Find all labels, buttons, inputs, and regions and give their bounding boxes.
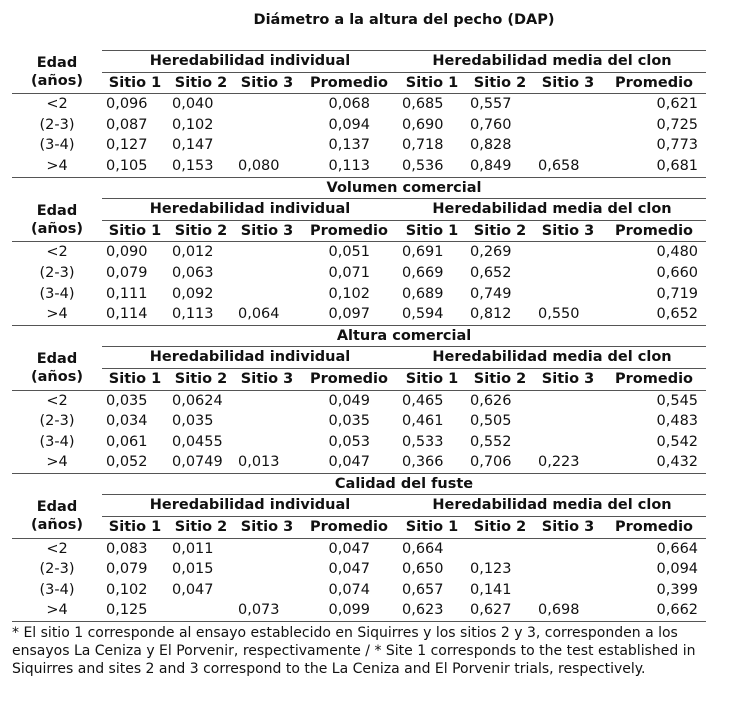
column-header: Sitio 3 [240,74,294,91]
value-cell: 0,079 [106,561,148,578]
value-cell: 0,013 [238,454,280,471]
value-cell: 0,698 [534,600,602,621]
group-individual: Heredabilidad individual [102,347,398,369]
table-row [12,115,706,136]
heritability-table [12,8,706,622]
value-cell: 0,621 [602,94,706,115]
age-cell: >4 [46,157,68,174]
value-cell: 0,760 [470,116,512,133]
value-cell: 0,047 [328,561,370,578]
value-cell: 0,626 [466,390,534,411]
age-cell: >4 [46,306,68,323]
anos-label: (años) [31,369,83,386]
value-cell: 0,627 [466,600,534,621]
column-header: Sitio 2 [174,222,228,239]
value-cell: 0,015 [172,561,214,578]
value-cell: 0,749 [470,285,512,302]
value-cell: 0,111 [106,285,148,302]
subheader-row [12,517,706,539]
column-header: Sitio 1 [405,370,459,387]
value-cell: 0,127 [106,137,148,154]
group-header-row [12,199,706,221]
table-row [12,390,706,411]
value-cell: 0,102 [328,285,370,302]
value-cell: 0,092 [172,285,214,302]
value-cell: 0,049 [300,390,398,411]
group-individual: Heredabilidad individual [102,51,398,73]
value-cell [234,580,300,601]
table-row [12,559,706,580]
table-row [12,242,706,263]
value-cell: 0,096 [102,94,168,115]
value-cell: 0,706 [470,454,512,471]
value-cell: 0,658 [538,157,580,174]
column-header: Sitio 3 [541,519,595,536]
column-header: Sitio 1 [108,370,162,387]
value-cell: 0,461 [402,413,444,430]
edad-label: Edad [36,351,78,368]
value-cell: 0,480 [602,242,706,263]
column-header: Promedio [310,222,388,239]
column-header: Sitio 2 [473,370,527,387]
edad-label: Edad [36,203,78,219]
section-title-row [12,325,706,347]
value-cell: 0,623 [398,600,466,621]
column-header: Sitio 3 [541,74,595,91]
age-cell: <2 [12,538,102,559]
section-title-row [12,8,706,32]
age-cell: (2-3) [39,116,75,133]
value-cell [534,390,602,411]
value-cell: 0,035 [172,413,214,430]
value-cell: 0,685 [398,94,466,115]
value-cell: 0,483 [656,413,699,430]
column-header: Sitio 3 [541,222,595,239]
value-cell: 0,053 [328,433,370,450]
value-cell [534,559,602,580]
value-cell [534,284,602,305]
value-cell [234,263,300,284]
column-header: Sitio 1 [405,222,459,239]
value-cell: 0,137 [328,137,370,154]
age-cell: (2-3) [39,561,75,578]
value-cell: 0,047 [328,454,370,471]
value-cell: 0,465 [398,390,466,411]
value-cell: 0,063 [172,264,214,281]
value-cell: 0,269 [466,242,534,263]
value-cell [534,411,602,432]
table-row [12,135,706,156]
subheader-row [12,220,706,242]
value-cell: 0,147 [172,137,214,154]
table-row [12,304,706,325]
value-cell: 0,090 [102,242,168,263]
column-header: Promedio [615,370,694,387]
column-header: Sitio 1 [108,519,162,536]
table-row [12,538,706,559]
column-header: Sitio 1 [108,222,162,239]
value-cell: 0,141 [470,581,512,598]
section-title-row [12,473,706,495]
value-cell: 0,550 [538,306,580,323]
column-header: Sitio 1 [405,519,459,536]
table-row [12,452,706,473]
value-cell: 0,669 [402,264,444,281]
value-cell: 0,113 [172,306,214,323]
value-cell [234,538,300,559]
value-cell [234,94,300,115]
value-cell: 0,657 [402,581,444,598]
subheader-row [12,72,706,94]
edad-header [12,347,102,390]
value-cell [234,432,300,453]
value-cell: 0,153 [172,157,214,174]
value-cell: 0,114 [106,306,148,323]
age-cell: <2 [12,390,102,411]
value-cell: 0,828 [470,137,512,154]
value-cell: 0,099 [300,600,398,621]
subheader-row [12,368,706,390]
group-individual: Heredabilidad individual [102,495,398,517]
value-cell [234,284,300,305]
column-header: Sitio 1 [108,74,162,91]
value-cell: 0,035 [102,390,168,411]
age-cell: >4 [46,454,68,471]
column-header: Sitio 2 [473,222,527,239]
table-row [12,94,706,115]
value-cell: 0,083 [102,538,168,559]
edad-header [12,199,102,242]
value-cell [234,135,300,156]
group-clon: Heredabilidad media del clon [398,347,706,369]
column-header: Sitio 3 [240,370,294,387]
value-cell: 0,102 [106,581,148,598]
value-cell: 0,087 [106,116,148,133]
age-cell: (3-4) [39,581,75,598]
value-cell: 0,536 [402,157,444,174]
spacer-row [12,32,706,51]
value-cell: 0,040 [168,94,234,115]
value-cell: 0,725 [656,116,699,133]
column-header: Sitio 2 [473,74,527,91]
value-cell [234,390,300,411]
value-cell: 0,664 [602,538,706,559]
value-cell: 0,094 [328,116,370,133]
value-cell [234,411,300,432]
value-cell [534,135,602,156]
value-cell: 0,0624 [168,390,234,411]
value-cell: 0,0455 [172,433,223,450]
value-cell: 0,719 [656,285,699,302]
column-header: Promedio [615,74,694,91]
value-cell: 0,399 [656,581,699,598]
age-cell: >4 [12,600,102,621]
value-cell [534,432,602,453]
value-cell: 0,113 [328,157,370,174]
age-cell: (2-3) [39,264,75,281]
age-cell: <2 [12,242,102,263]
value-cell [534,242,602,263]
value-cell: 0,533 [402,433,444,450]
group-header-row [12,347,706,369]
column-header: Sitio 1 [405,74,459,91]
value-cell: 0,047 [172,581,214,598]
section-title-row [12,177,706,199]
table-row [12,284,706,305]
value-cell: 0,011 [168,538,234,559]
value-cell: 0,052 [106,454,148,471]
anos-label: (años) [31,517,83,534]
table-row [12,411,706,432]
value-cell: 0,097 [328,306,370,323]
value-cell: 0,691 [398,242,466,263]
column-header: Promedio [310,519,388,536]
table-row [12,600,706,621]
value-cell: 0,594 [402,306,444,323]
value-cell: 0,849 [470,157,512,174]
value-cell: 0,542 [656,433,699,450]
value-cell: 0,068 [300,94,398,115]
value-cell: 0,652 [656,306,699,323]
edad-label: Edad [36,54,78,71]
value-cell: 0,689 [402,285,444,302]
group-clon: Heredabilidad media del clon [398,495,706,517]
column-header: Sitio 3 [541,370,595,387]
column-header: Sitio 3 [240,519,294,536]
group-header-row [12,495,706,517]
value-cell: 0,079 [106,264,148,281]
value-cell: 0,012 [168,242,234,263]
value-cell [534,263,602,284]
value-cell: 0,105 [106,157,148,174]
value-cell [234,115,300,136]
value-cell: 0,064 [238,306,280,323]
section-title: Calidad del fuste [12,473,706,495]
value-cell: 0,125 [102,600,168,621]
column-header: Sitio 3 [240,222,294,239]
edad-header [12,51,102,94]
value-cell: 0,061 [106,433,148,450]
value-cell: 0,047 [300,538,398,559]
value-cell: 0,035 [328,413,370,430]
column-header: Promedio [615,222,694,239]
age-cell: <2 [12,94,102,115]
value-cell: 0,773 [656,137,699,154]
value-cell [168,600,234,621]
value-cell [534,580,602,601]
value-cell: 0,660 [656,264,699,281]
age-cell: (2-3) [39,413,75,430]
value-cell: 0,080 [238,157,280,174]
value-cell [534,115,602,136]
value-cell: 0,432 [656,454,699,471]
value-cell: 0,0749 [172,454,223,471]
column-header: Sitio 2 [174,74,228,91]
value-cell: 0,545 [602,390,706,411]
section-title: Altura comercial [12,325,706,347]
value-cell: 0,123 [470,561,512,578]
group-header-row [12,51,706,73]
table-row [12,580,706,601]
table-row [12,263,706,284]
value-cell: 0,681 [656,157,699,174]
value-cell: 0,505 [470,413,512,430]
value-cell: 0,102 [172,116,214,133]
value-cell: 0,223 [538,454,580,471]
value-cell: 0,034 [106,413,148,430]
value-cell: 0,094 [656,561,699,578]
value-cell [234,559,300,580]
value-cell: 0,073 [234,600,300,621]
anos-label: (años) [31,221,83,237]
value-cell: 0,690 [402,116,444,133]
value-cell [534,538,602,559]
section-title: Volumen comercial [12,177,706,199]
column-header: Promedio [310,370,388,387]
value-cell [534,94,602,115]
footnote: * El sitio 1 corresponde al ensayo establecido en Siquirres y los sitios 2 y 3, corresponden a los ensayos La Ceniza y El Porvenir, respectivamente / * Site 1 corresponds to the test established in Siquirres and sites 2 and 3 correspond to the La Ceniza and El Porvenir trials, respectively. [12,625,696,677]
value-cell: 0,812 [470,306,512,323]
column-header: Sitio 2 [174,519,228,536]
edad-label: Edad [36,499,78,516]
value-cell: 0,664 [398,538,466,559]
value-cell: 0,718 [402,137,444,154]
value-cell: 0,051 [300,242,398,263]
value-cell: 0,662 [602,600,706,621]
anos-label: (años) [31,72,83,89]
group-individual: Heredabilidad individual [102,199,398,221]
value-cell: 0,071 [328,264,370,281]
column-header: Promedio [615,519,694,536]
age-cell: (3-4) [39,285,75,302]
edad-header [12,495,102,538]
value-cell [466,538,534,559]
column-header: Sitio 2 [174,370,228,387]
value-cell: 0,552 [470,433,512,450]
table-row [12,156,706,177]
column-header: Promedio [310,74,388,91]
group-clon: Heredabilidad media del clon [398,51,706,73]
column-header: Sitio 2 [473,519,527,536]
age-cell: (3-4) [39,433,75,450]
value-cell: 0,650 [402,561,444,578]
value-cell: 0,557 [466,94,534,115]
value-cell [234,242,300,263]
value-cell: 0,652 [470,264,512,281]
group-clon: Heredabilidad media del clon [398,199,706,221]
section-title: Diámetro a la altura del pecho (DAP) [253,11,555,28]
value-cell: 0,074 [328,581,370,598]
table-row [12,432,706,453]
value-cell: 0,366 [402,454,444,471]
age-cell: (3-4) [39,137,75,154]
